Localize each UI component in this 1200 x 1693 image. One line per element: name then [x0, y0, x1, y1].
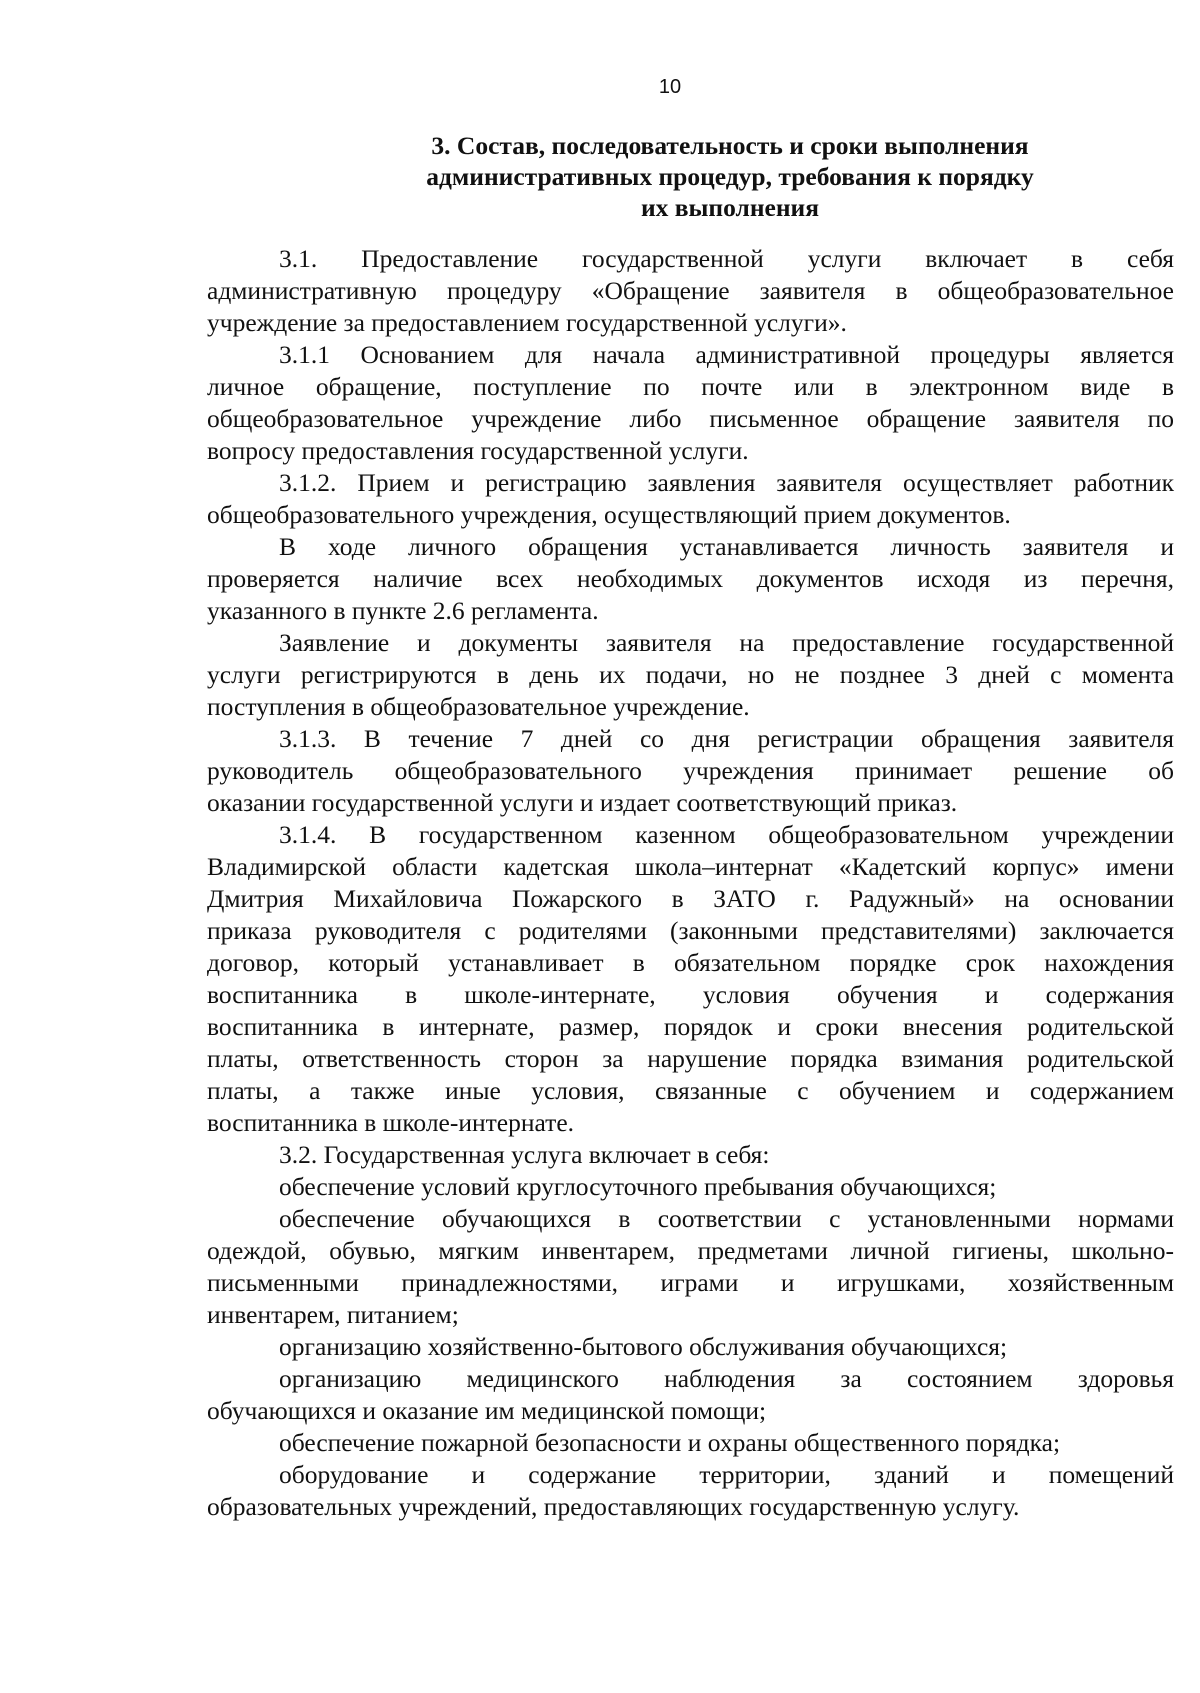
text-line: обеспечение обучающихся в соответствии с установленными нормами — [279, 1204, 1174, 1233]
text-line: обеспечение пожарной безопасности и охраны общественного порядка; — [279, 1428, 1061, 1457]
text-line: воспитанника в интернате, размер, порядок и сроки внесения родительской — [207, 1012, 1174, 1041]
text-line: вопросу предоставления государственной услуги. — [207, 436, 749, 465]
text-line: письменными принадлежностями, играми и игрушками, хозяйственным — [207, 1268, 1174, 1297]
section-heading — [380, 130, 1080, 223]
text-line: 3.1. Предоставление государственной услуги включает в себя — [279, 244, 1174, 273]
text-line: организацию хозяйственно-бытового обслуживания обучающихся; — [279, 1332, 1008, 1361]
text-line: воспитанника в школе-интернате. — [207, 1108, 575, 1137]
text-line: общеобразовательного учреждения, осуществляющий прием документов. — [207, 500, 1011, 529]
section-heading-line: 3. Состав, последовательность и сроки выполнения — [431, 131, 1029, 160]
text-line: учреждение за предоставлением государственной услуги». — [207, 308, 847, 337]
text-line: организацию медицинского наблюдения за состоянием здоровья — [279, 1364, 1174, 1393]
text-line: личное обращение, поступление по почте или в электронном виде в — [207, 372, 1174, 401]
text-line: образовательных учреждений, предоставляющих государственную услугу. — [207, 1492, 1020, 1521]
text-line: воспитанника в школе-интернате, условия обучения и содержания — [207, 980, 1174, 1009]
section-heading-line: административных процедур, требования к порядку — [426, 162, 1034, 191]
text-line: обеспечение условий круглосуточного пребывания обучающихся; — [279, 1172, 997, 1201]
text-line: руководитель общеобразовательного учреждения принимает решение об — [207, 756, 1174, 785]
text-line: оборудование и содержание территории, зданий и помещений — [279, 1460, 1174, 1489]
text-line: 3.2. Государственная услуга включает в себя: — [279, 1140, 770, 1169]
text-line: платы, ответственность сторон за нарушение порядка взимания родительской — [207, 1044, 1174, 1073]
text-line: услуги регистрируются в день их подачи, но не позднее 3 дней с момента — [207, 660, 1174, 689]
document-body — [207, 243, 1174, 1523]
text-line: Заявление и документы заявителя на предоставление государственной — [279, 628, 1174, 657]
text-line: инвентарем, питанием; — [207, 1300, 459, 1329]
section-heading-line: их выполнения — [640, 193, 820, 222]
text-line: указанного в пункте 2.6 регламента. — [207, 596, 599, 625]
text-line: приказа руководителя с родителями (законными представителями) заключается — [207, 916, 1174, 945]
text-line: договор, который устанавливает в обязательном порядке срок нахождения — [207, 948, 1174, 977]
text-line: 3.1.2. Прием и регистрацию заявления заявителя осуществляет работник — [279, 468, 1174, 497]
text-line: платы, а также иные условия, связанные с обучением и содержанием — [207, 1076, 1174, 1105]
text-line: проверяется наличие всех необходимых документов исходя из перечня, — [207, 564, 1174, 593]
page-number: 10 — [658, 76, 682, 98]
text-line: 3.1.3. В течение 7 дней со дня регистрации обращения заявителя — [279, 724, 1174, 753]
text-line: В ходе личного обращения устанавливается личность заявителя и — [279, 532, 1174, 561]
text-line: одеждой, обувью, мягким инвентарем, предметами личной гигиены, школьно- — [207, 1236, 1174, 1265]
text-line: 3.1.1 Основанием для начала административной процедуры является — [279, 340, 1174, 369]
text-line: поступления в общеобразовательное учреждение. — [207, 692, 750, 721]
text-line: оказании государственной услуги и издает соответствующий приказ. — [207, 788, 958, 817]
text-line: Владимирской области кадетская школа–интернат «Кадетский корпус» имени — [207, 852, 1174, 881]
text-line: общеобразовательное учреждение либо письменное обращение заявителя по — [207, 404, 1174, 433]
text-line: обучающихся и оказание им медицинской помощи; — [207, 1396, 767, 1425]
text-line: Дмитрия Михайловича Пожарского в ЗАТО г. Радужный» на основании — [207, 884, 1174, 913]
text-line: 3.1.4. В государственном казенном общеобразовательном учреждении — [279, 820, 1174, 849]
text-line: административную процедуру «Обращение заявителя в общеобразовательное — [207, 276, 1174, 305]
